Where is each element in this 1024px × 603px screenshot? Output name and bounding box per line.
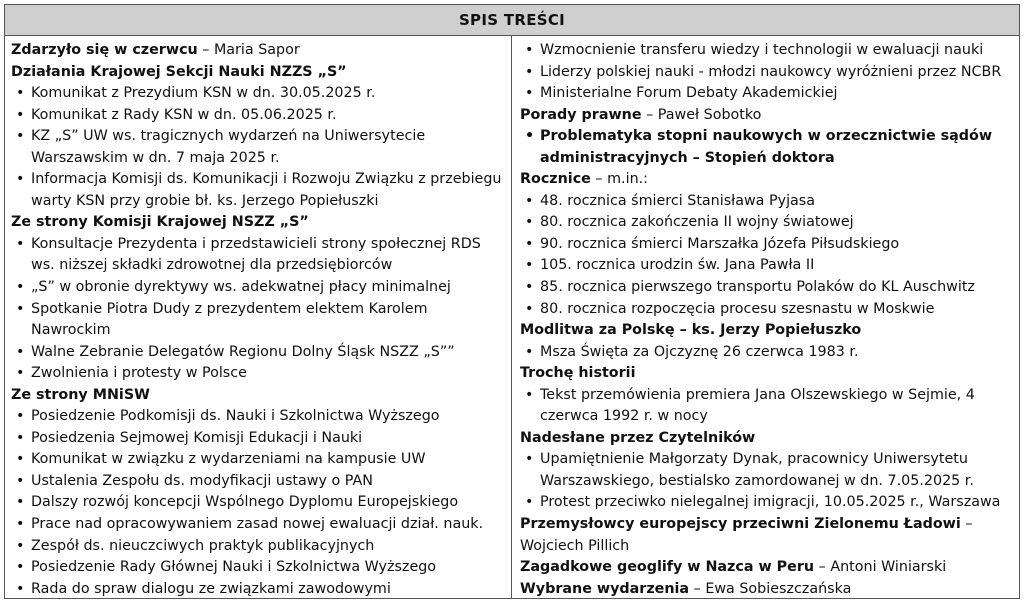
section-heading: Rocznice – m.in.:	[520, 171, 648, 188]
list-item: • Tekst przemówienia premiera Jana Olszewskiego w Sejmie, 4 czerwca 1992 r. w nocy	[520, 385, 1013, 428]
list-item: • Liderzy polskiej nauki - młodzi naukowcy wyróżnieni przez NCBR	[520, 62, 1013, 84]
list-item: • „S” w obronie dyrektywy ws. adekwatnej płacy minimalnej	[11, 277, 505, 299]
toc-right-column	[512, 36, 1019, 598]
section-list	[11, 234, 505, 385]
section-heading: Zagadkowe geoglify w Nazca w Peru – Antoni Winiarski	[520, 559, 947, 576]
toc-left-column	[5, 36, 512, 598]
section-list	[520, 385, 1013, 428]
section-heading: Wybrane wydarzenia – Ewa Sobieszczańska	[520, 580, 852, 597]
list-item: • Zespół ds. nieuczciwych praktyk publikacyjnych	[11, 536, 505, 558]
list-item: • Posiedzenie Rady Głównej Nauki i Szkolnictwa Wyższego	[11, 557, 505, 579]
list-item: • Posiedzenia Sejmowej Komisji Edukacji i Nauki	[11, 428, 505, 450]
section-heading: Modlitwa za Polskę – ks. Jerzy Popiełuszko	[520, 322, 862, 339]
section-list	[520, 126, 1013, 169]
list-item: • 80. rocznica rozpoczęcia procesu szesnastu w Moskwie	[520, 299, 1013, 321]
list-item: • KZ „S” UW ws. tragicznych wydarzeń na Uniwersytecie Warszawskim w dn. 7 maja 2025 r.	[11, 126, 505, 169]
section-heading: Porady prawne – Paweł Sobotko	[520, 106, 762, 123]
list-item: • 105. rocznica urodzin św. Jana Pawła II	[520, 255, 1013, 277]
list-item: • Spotkanie Piotra Dudy z prezydentem elektem Karolem Nawrockim	[11, 299, 505, 342]
section-list	[520, 40, 1013, 105]
list-item: • Komunikat z Rady KSN w dn. 05.06.2025 r.	[11, 105, 505, 127]
list-item: • Wzmocnienie transferu wiedzy i technologii w ewaluacji nauki	[520, 40, 1013, 62]
list-item: • Prace nad opracowywaniem zasad nowej ewaluacji dział. nauk.	[11, 514, 505, 536]
list-item: • Walne Zebranie Delegatów Regionu Dolny Śląsk NSZZ „S””	[11, 342, 505, 364]
section-heading: Ze strony MNiSW	[11, 386, 150, 403]
section-list	[11, 83, 505, 212]
toc-title: SPIS TREŚCI	[5, 5, 1019, 36]
list-item: • Ustalenia Zespołu ds. modyfikacji ustawy o PAN	[11, 471, 505, 493]
list-item: • Konsultacje Prezydenta i przedstawicieli strony społecznej RDS ws. niższej składki zdrowotnej dla przedsiębiorców	[11, 234, 505, 277]
list-item: • Upamiętnienie Małgorzaty Dynak, pracownicy Uniwersytetu Warszawskiego, bestialsko zamordowanej w dn. 7.05.2025 r.	[520, 449, 1013, 492]
list-item: • Zwolnienia i protesty w Polsce	[11, 363, 505, 385]
section-heading: Nadesłane przez Czytelników	[520, 429, 756, 446]
section-heading: Trochę historii	[520, 365, 636, 382]
list-item: • 80. rocznica zakończenia II wojny światowej	[520, 212, 1013, 234]
list-item: • Komunikat z Prezydium KSN w dn. 30.05.2025 r.	[11, 83, 505, 105]
section-list	[520, 191, 1013, 320]
section-list	[11, 406, 505, 598]
list-item: • 48. rocznica śmierci Stanisława Pyjasa	[520, 191, 1013, 213]
list-item: • 90. rocznica śmierci Marszałka Józefa Piłsudskiego	[520, 234, 1013, 256]
list-item: • Msza Święta za Ojczyznę 26 czerwca 1983 r.	[520, 342, 1013, 364]
list-item: • Ministerialne Forum Debaty Akademickiej	[520, 83, 1013, 105]
list-item: • Posiedzenie Podkomisji ds. Nauki i Szkolnictwa Wyższego	[11, 406, 505, 428]
section-heading: Przemysłowcy europejscy przeciwni Zielonemu Ładowi – Wojciech Pillich	[520, 516, 973, 554]
list-item: • Problematyka stopni naukowych w orzecznictwie sądów administracyjnych – Stopień doktora	[520, 126, 1013, 169]
list-item: • Rada do spraw dialogu ze związkami zawodowymi	[11, 579, 505, 598]
list-item: • Protest przeciwko nielegalnej imigracji, 10.05.2025 r., Warszawa	[520, 492, 1013, 514]
section-heading: Ze strony Komisji Krajowej NSZZ „S”	[11, 214, 309, 231]
list-item: • Informacja Komisji ds. Komunikacji i Rozwoju Związku z przebiegu warty KSN przy grobie bł. ks. Jerzego Popiełuszki	[11, 169, 505, 212]
section-heading: Działania Krajowej Sekcji Nauki NZZS „S”	[11, 63, 347, 80]
list-item: • 85. rocznica pierwszego transportu Polaków do KL Auschwitz	[520, 277, 1013, 299]
table-of-contents	[4, 4, 1020, 599]
section-list	[520, 449, 1013, 514]
section-heading: Zdarzyło się w czerwcu – Maria Sapor	[11, 42, 300, 58]
list-item: • Dalszy rozwój koncepcji Wspólnego Dyplomu Europejskiego	[11, 492, 505, 514]
list-item: • Komunikat w związku z wydarzeniami na kampusie UW	[11, 449, 505, 471]
section-list	[520, 342, 1013, 364]
